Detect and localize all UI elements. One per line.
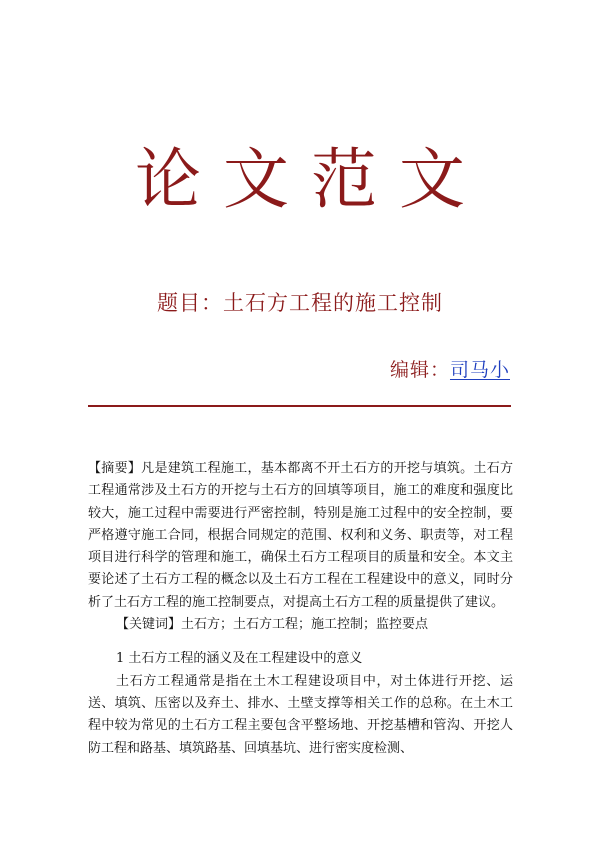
subject-text: 土石方工程的施工控制 [223, 291, 443, 315]
document-body [88, 458, 513, 760]
document-title: 论文范文 [135, 141, 487, 218]
section-heading: 1 土石方工程的涵义及在工程建设中的意义 [116, 651, 363, 667]
abstract-label: 【摘要】 [88, 461, 142, 476]
editor-line [390, 356, 510, 384]
editor-label: 编辑： [389, 359, 450, 381]
keywords-text: 土石方；土石方工程；施工控制；监控要点 [181, 617, 429, 633]
abstract-paragraph [88, 458, 513, 614]
editor-name-link[interactable]: 司马小 [449, 359, 510, 381]
title-divider [88, 405, 511, 407]
subject-line [0, 288, 600, 318]
abstract-text: 凡是建筑工程施工，基本都离不开土石方的开挖与填筑。土石方工程通常涉及土石方的开挖与土石方的回填等项目，施工的难度和强度比较大，施工过程中需要进行严密控制，特别是施工过程中的安全控制，要严格遵守施工合同，根据合同规定的范围、权利和义务、职责等，对工程项目进行科学的管理和施工，确保土石方工程项目的质量和安全。本文主要论述了土石方工程的概念以及土石方工程在工程建设中的意义，同时分析了土石方工程的施工控制要点，对提高土石方工程的质量提供了建议。 [88, 461, 513, 610]
section-paragraph: 土石方工程通常是指在土木工程建设项目中，对土体进行开挖、运送、填筑、压密以及弃土、排水、土壁支撑等相关工作的总称。在土木工程中较为常见的土石方工程主要包含平整场地、开挖基槽和管沟、开挖人防工程和路基、填筑路基、回填基坑、进行密实度检测、 [88, 673, 513, 756]
keywords-label: 【关键词】 [116, 617, 182, 633]
keywords-paragraph [88, 614, 513, 636]
subject-label: 题目： [157, 291, 223, 315]
